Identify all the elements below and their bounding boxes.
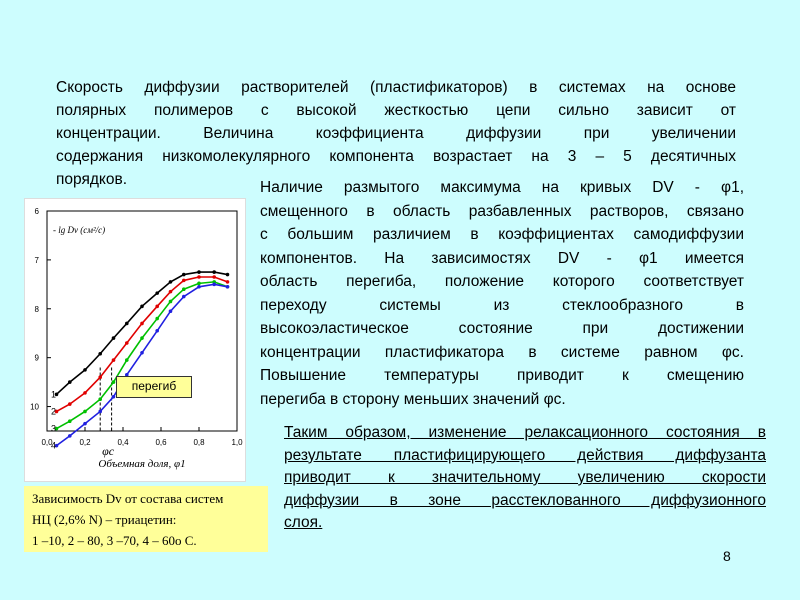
data-point (212, 270, 216, 274)
x-tick-label: 0,2 (79, 438, 91, 447)
data-point (98, 352, 102, 356)
chart-svg (25, 199, 245, 481)
y-tick-label: 10 (30, 402, 39, 412)
data-point (197, 285, 201, 289)
data-point (83, 368, 87, 372)
data-point (169, 280, 173, 284)
data-point (140, 351, 144, 355)
text-line: компонентов. На зависимостях DV - φ1 имеется (260, 249, 744, 267)
text-line: Наличие размытого максимума на кривых DV - φ1, (260, 179, 744, 196)
text-line: концентрации. Величина коэффициента диффузии при увеличении (56, 125, 736, 142)
x-tick-label: 1,0 (231, 438, 243, 447)
data-point (226, 280, 230, 284)
text-line: высокоэластическое состояние при достижении (260, 320, 744, 337)
caption-line: Зависимость Dv от состава систем (32, 491, 224, 506)
series-label: 2 (51, 406, 57, 417)
data-point (83, 410, 87, 414)
diffusion-chart (24, 198, 246, 482)
series-label: 3 (51, 423, 57, 434)
data-point (112, 358, 116, 362)
data-point (182, 273, 186, 277)
x-tick-label: 0,0 (41, 438, 53, 447)
y-tick-label: 8 (34, 304, 39, 314)
x-tick-label: 0,8 (193, 438, 205, 447)
caption-line: 1 –10, 2 – 80, 3 –70, 4 – 60o C. (32, 533, 197, 548)
page-number: 8 (723, 548, 731, 564)
data-point (112, 395, 116, 399)
data-point (98, 375, 102, 379)
data-point (68, 380, 72, 384)
data-point (125, 322, 129, 326)
data-point (83, 422, 87, 426)
text-line: приводит к значительному увеличению скорости (284, 469, 766, 486)
text-line: содержания низкомолекулярного компонента возрастает на 3 – 5 десятичных (56, 148, 736, 165)
data-point (197, 282, 201, 286)
data-point (68, 402, 72, 406)
series-label: 1 (51, 389, 57, 400)
data-point (155, 291, 159, 295)
data-point (169, 300, 173, 304)
text-line: порядков. (56, 171, 128, 188)
data-point (197, 270, 201, 274)
data-point (112, 336, 116, 340)
y-tick-label: 7 (34, 255, 39, 265)
data-point (182, 279, 186, 283)
series-line (57, 282, 228, 429)
data-point (125, 341, 129, 345)
text-line: полярных полимеров с высокой жесткостью цепи сильно зависит от (56, 102, 736, 119)
data-point (155, 329, 159, 333)
data-point (182, 295, 186, 299)
data-point (140, 336, 144, 340)
data-point (226, 273, 230, 277)
data-point (140, 305, 144, 309)
text-line: слоя. (284, 514, 323, 531)
text-line: с большим различием в коэффициентах самодиффузии (260, 226, 744, 243)
data-point (226, 285, 230, 289)
conclusion-paragraph (284, 422, 766, 535)
data-point (125, 358, 129, 362)
text-line: концентрации пластификатора в системе равном φc. (260, 343, 744, 361)
data-point (197, 275, 201, 279)
figure-caption (24, 486, 268, 552)
data-point (140, 322, 144, 326)
data-point (155, 305, 159, 309)
data-point (68, 419, 72, 423)
plot-frame (47, 211, 237, 431)
y-tick-label: 6 (34, 207, 39, 216)
phi-c-label: φc (102, 444, 115, 458)
data-point (68, 434, 72, 438)
text-line: Скорость диффузии растворителей (пластификаторов) в системах на основе (56, 79, 736, 96)
text-line: Повышение температуры приводит к смещению (260, 367, 744, 384)
data-point (182, 287, 186, 291)
maximum-explanation-paragraph (260, 176, 744, 411)
x-tick-label: 0,4 (117, 438, 129, 447)
data-point (155, 317, 159, 321)
series-label: 4 (51, 440, 57, 451)
data-point (212, 283, 216, 287)
data-point (169, 309, 173, 313)
text-line: результате пластифицирующего действия диффузанта (284, 446, 766, 464)
text-line: Таким образом, изменение релаксационного состояния в (284, 424, 766, 441)
data-point (83, 391, 87, 395)
data-point (212, 275, 216, 279)
caption-line: НЦ (2,6% N) – триацетин: (32, 512, 177, 527)
data-point (169, 290, 173, 294)
y-axis-label: - lg Dv (см²/c) (53, 225, 106, 235)
x-axis-label: Объемная доля, φ1 (98, 458, 186, 470)
y-tick-label: 9 (34, 353, 39, 363)
text-line: перегиба в сторону меньших значений φc. (260, 390, 566, 408)
intro-paragraph (56, 76, 736, 191)
data-point (112, 380, 116, 384)
series-line (57, 284, 228, 445)
x-tick-label: 0,6 (155, 438, 167, 447)
text-line: переходу системы из стеклообразного в (260, 296, 744, 314)
text-line: диффузии в зоне расстеклованного диффузионного (284, 491, 766, 509)
inflection-callout: перегиб (116, 376, 192, 398)
data-point (98, 410, 102, 414)
text-line: область перегиба, положение которого соответствует (260, 273, 744, 290)
text-line: смещенного в область разбавленных растворов, связано (260, 202, 744, 220)
data-point (98, 397, 102, 401)
